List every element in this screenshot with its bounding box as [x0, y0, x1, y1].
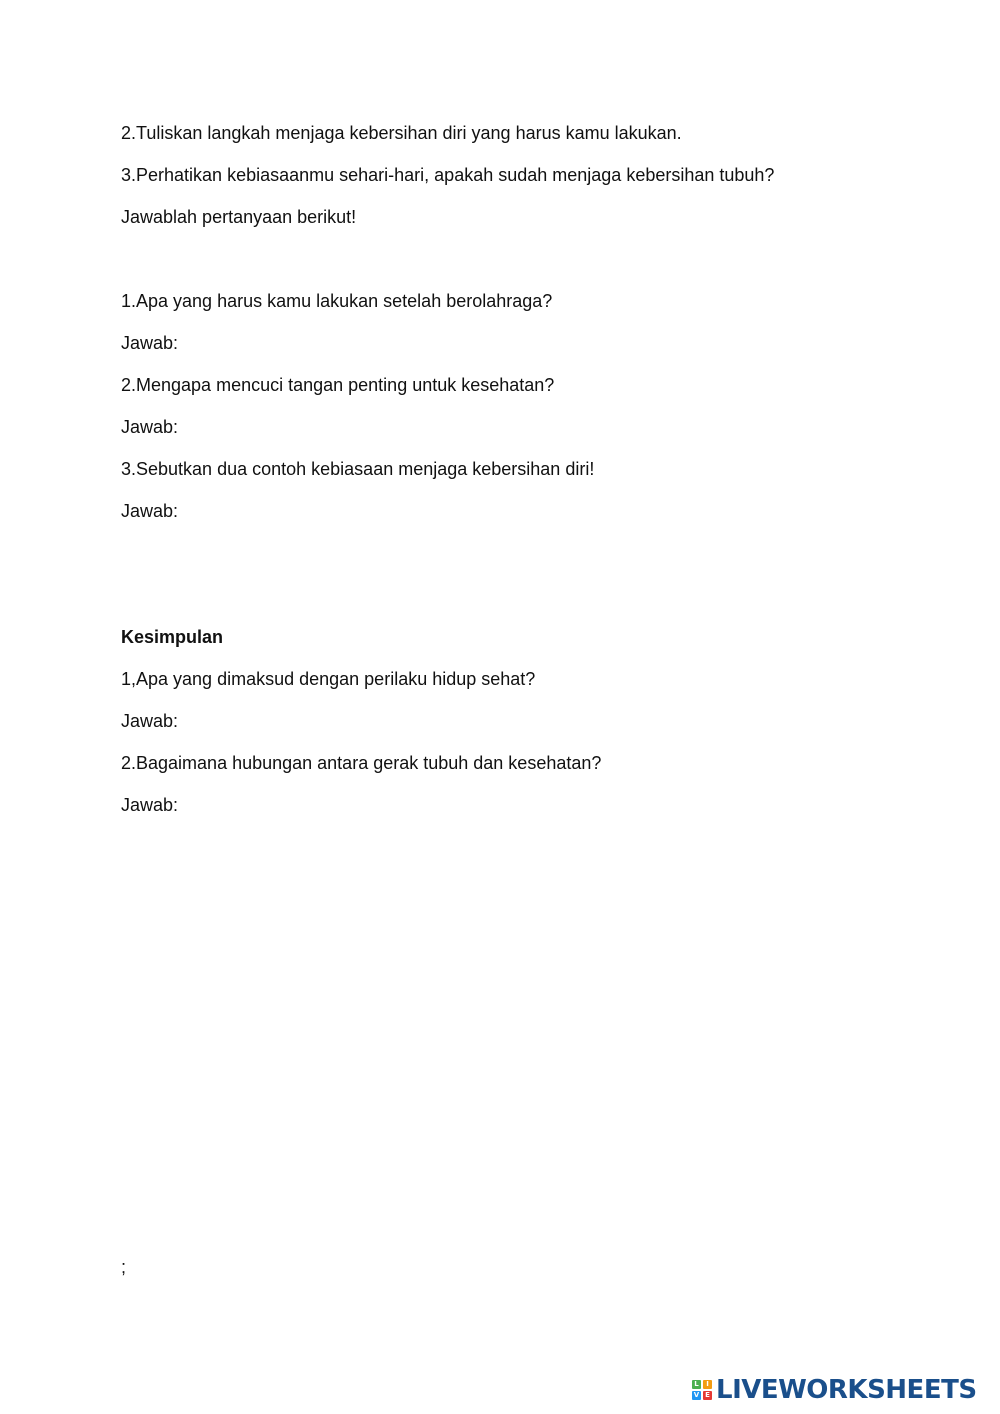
section-instruction: Jawablah pertanyaan berikut!	[121, 207, 357, 227]
question-1: 1.Apa yang harus kamu lakukan setelah berolahraga?	[121, 291, 553, 311]
answer-label-1: Jawab:	[121, 333, 179, 353]
instruction-line-3: 3.Perhatikan kebiasaanmu sehari-hari, apakah sudah menjaga kebersihan tubuh?	[121, 165, 775, 185]
answer-label-2: Jawab:	[121, 417, 179, 437]
question-3: 3.Sebutkan dua contoh kebiasaan menjaga kebersihan diri!	[121, 459, 595, 479]
conclusion-answer-label-1: Jawab:	[121, 711, 179, 731]
logo-icon-cell: E	[703, 1391, 712, 1400]
conclusion-question-1: 1,Apa yang dimaksud dengan perilaku hidup sehat?	[121, 669, 536, 689]
logo-icon-cell: L	[692, 1380, 701, 1389]
answer-label-3: Jawab:	[121, 501, 179, 521]
question-2: 2.Mengapa mencuci tangan penting untuk kesehatan?	[121, 375, 555, 395]
conclusion-heading: Kesimpulan	[121, 627, 224, 647]
logo-text: LIVEWORKSHEETS	[716, 1375, 977, 1405]
conclusion-answer-label-2: Jawab:	[121, 795, 179, 815]
logo-icon-cell: I	[703, 1380, 712, 1389]
conclusion-question-2: 2.Bagaimana hubungan antara gerak tubuh dan kesehatan?	[121, 753, 602, 773]
logo-icon-cell: V	[693, 1391, 700, 1399]
logo-grid-icon	[692, 1380, 712, 1400]
footer-mark: ;	[121, 1257, 127, 1277]
liveworksheets-logo	[692, 1374, 977, 1406]
instruction-line-2: 2.Tuliskan langkah menjaga kebersihan diri yang harus kamu lakukan.	[121, 123, 682, 143]
